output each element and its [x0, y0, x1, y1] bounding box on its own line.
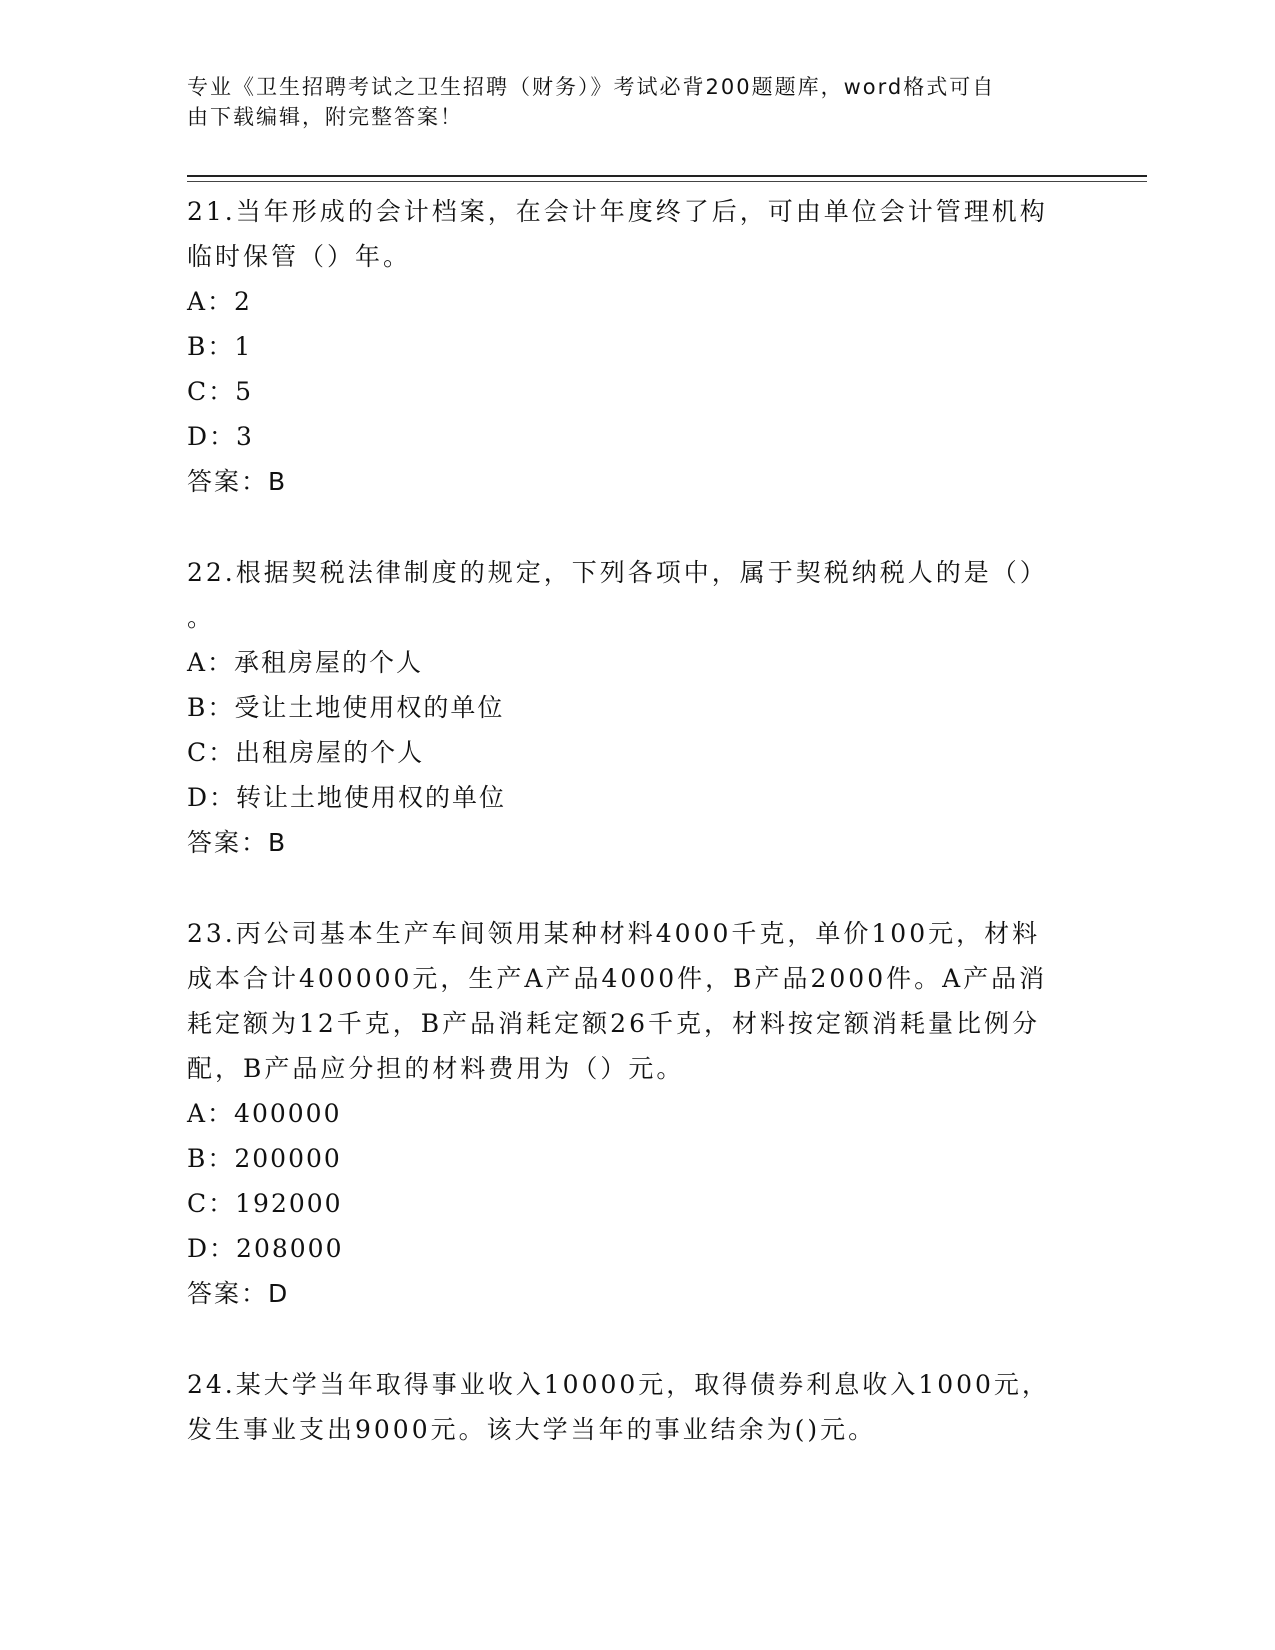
option-b: B：1: [187, 332, 253, 361]
document-header: [187, 72, 1067, 132]
question-stem-line: 22.根据契税法律制度的规定，下列各项中，属于契税纳税人的是（）: [187, 558, 1048, 587]
option-b: B：200000: [187, 1144, 342, 1173]
option-a: A：400000: [187, 1099, 342, 1128]
option-d: D：转让土地使用权的单位: [187, 783, 507, 812]
header-line-2: 由下载编辑，附完整答案！: [187, 105, 463, 129]
question-stem-line: 成本合计400000元，生产A产品4000件，B产品2000件。A产品消: [187, 964, 1048, 993]
question-stem-line: 配，B产品应分担的材料费用为（）元。: [187, 1054, 685, 1083]
option-c: C：5: [187, 377, 254, 406]
question-list: [187, 189, 1087, 1452]
header-line-1: 专业《卫生招聘考试之卫生招聘（财务）》考试必背200题题库，word格式可自: [187, 75, 996, 99]
header-divider-thin: [187, 181, 1147, 182]
answer-label: 答案：B: [187, 828, 288, 857]
option-b: B：受让土地使用权的单位: [187, 693, 505, 722]
option-c: C：出租房屋的个人: [187, 738, 425, 767]
question-22: [187, 550, 1087, 865]
question-stem-line: 24.某大学当年取得事业收入10000元，取得债券利息收入1000元，: [187, 1370, 1050, 1399]
option-a: A：2: [187, 287, 252, 316]
answer-label: 答案：D: [187, 1279, 290, 1308]
question-stem-line: 临时保管（）年。: [187, 242, 412, 271]
question-24: [187, 1362, 1087, 1452]
option-a: A：承租房屋的个人: [187, 648, 424, 677]
question-stem-line: 21.当年形成的会计档案，在会计年度终了后，可由单位会计管理机构: [187, 197, 1048, 226]
question-stem-line: 耗定额为12千克，B产品消耗定额26千克，材料按定额消耗量比例分: [187, 1009, 1040, 1038]
answer-label: 答案：B: [187, 467, 288, 496]
question-stem-line: 23.丙公司基本生产车间领用某种材料4000千克，单价100元，材料: [187, 919, 1041, 948]
option-c: C：192000: [187, 1189, 343, 1218]
question-23: [187, 911, 1087, 1316]
option-d: D：3: [187, 422, 254, 451]
header-divider-thick: [187, 175, 1147, 177]
option-d: D：208000: [187, 1234, 344, 1263]
question-21: [187, 189, 1087, 504]
question-stem-line: 。: [187, 603, 216, 632]
question-stem-line: 发生事业支出9000元。该大学当年的事业结余为()元。: [187, 1415, 877, 1444]
